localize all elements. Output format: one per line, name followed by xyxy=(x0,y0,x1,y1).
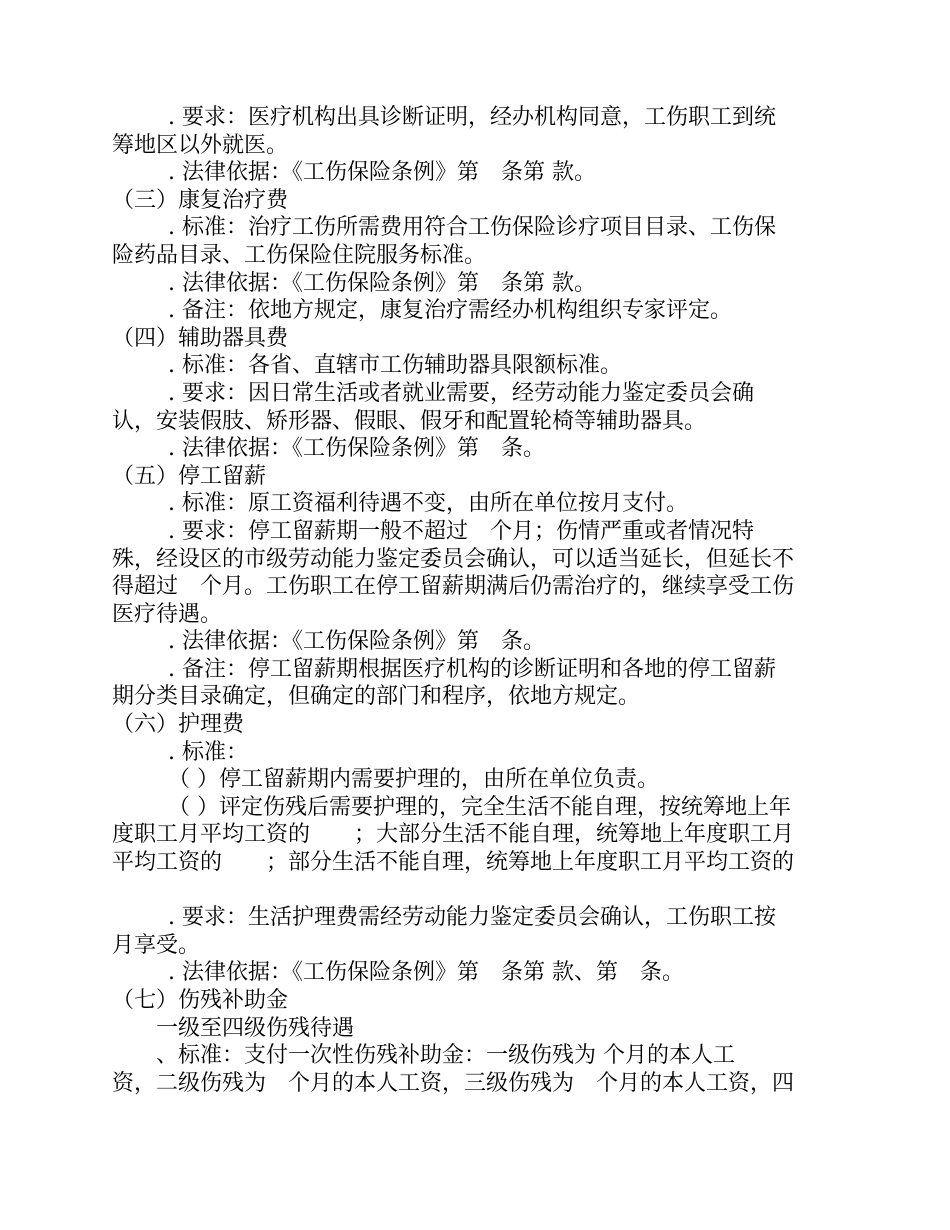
section-heading: （七）伤残补助金 xyxy=(112,988,289,1013)
text-line: . 要求：因日常生活或者就业需要，经劳动能力鉴定委员会确 xyxy=(168,380,754,406)
text-line: 医疗待遇。 xyxy=(112,601,223,627)
text-line: 度职工月平均工资的 ；大部分生活不能自理，统筹地上年度职工月 xyxy=(112,822,795,848)
text-line: 险药品目录、工伤保险住院服务标准。 xyxy=(112,242,487,268)
text-line: （ ）停工留薪期内需要护理的，由所在单位负责。 xyxy=(168,767,659,793)
text-line: . 标准：原工资福利待遇不变，由所在单位按月支付。 xyxy=(168,491,688,517)
text-line: . 要求：医疗机构出具诊断证明，经办机构同意，工伤职工到统 xyxy=(168,105,776,130)
text-line: 平均工资的 ；部分生活不能自理，统筹地上年度职工月平均工资的 xyxy=(112,850,795,876)
text-line: 资，二级伤残为 个月的本人工资，三级伤残为 个月的本人工资，四 xyxy=(112,1070,795,1096)
text-line: . 要求：停工留薪期一般不超过 个月；伤情严重或者情况特 xyxy=(168,518,754,544)
text-line: . 备注：停工留薪期根据医疗机构的诊断证明和各地的停工留薪 xyxy=(168,656,776,682)
text-line: 殊，经设区的市级劳动能力鉴定委员会确认，可以适当延长，但延长不 xyxy=(112,546,795,572)
text-line: 认，安装假肢、矫形器、假眼、假牙和配置轮椅等辅助器具。 xyxy=(112,408,707,434)
text-line: （ ）评定伤残后需要护理的，完全生活不能自理，按统筹地上年 xyxy=(168,794,791,820)
section-heading: （六）护理费 xyxy=(112,712,245,738)
text-line: . 要求：生活护理费需经劳动能力鉴定委员会确认，工伤职工按 xyxy=(168,905,776,931)
text-line: . 标准：治疗工伤所需费用符合工伤保险诊疗项目目录、工伤保 xyxy=(168,215,776,241)
text-line: . 法律依据：《工伤保险条例》第 条。 xyxy=(168,436,545,462)
text-line: 筹地区以外就医。 xyxy=(112,132,289,158)
text-line: . 法律依据：《工伤保险条例》第 条第 款。 xyxy=(168,160,596,186)
subsection-heading: 一级至四级伤残待遇 xyxy=(156,1015,355,1041)
text-line: . 法律依据：《工伤保险条例》第 条。 xyxy=(168,629,545,655)
text-line: . 法律依据：《工伤保险条例》第 条第 款、第 条。 xyxy=(168,960,684,986)
text-line: 期分类目录确定，但确定的部门和程序，依地方规定。 xyxy=(112,684,641,710)
section-heading: （四）辅助器具费 xyxy=(112,325,289,351)
text-line: . 标准： xyxy=(168,739,248,765)
text-line: 得超过 个月。工伤职工在停工留薪期满后仍需治疗的，继续享受工伤 xyxy=(112,574,795,600)
text-line: . 标准：各省、直辖市工伤辅助器具限额标准。 xyxy=(168,353,622,379)
text-line: . 法律依据：《工伤保险条例》第 条第 款。 xyxy=(168,270,596,296)
section-heading: （五）停工留薪 xyxy=(112,463,267,489)
section-heading: （三）康复治疗费 xyxy=(112,187,289,213)
text-line: 、标准：支付一次性伤残补助金：一级伤残为 个月的本人工 xyxy=(156,1043,735,1069)
text-line: . 备注：依地方规定，康复治疗需经办机构组织专家评定。 xyxy=(168,298,732,324)
text-line: 月享受。 xyxy=(112,932,201,958)
blank-line xyxy=(112,877,838,905)
document-page xyxy=(112,104,838,1097)
